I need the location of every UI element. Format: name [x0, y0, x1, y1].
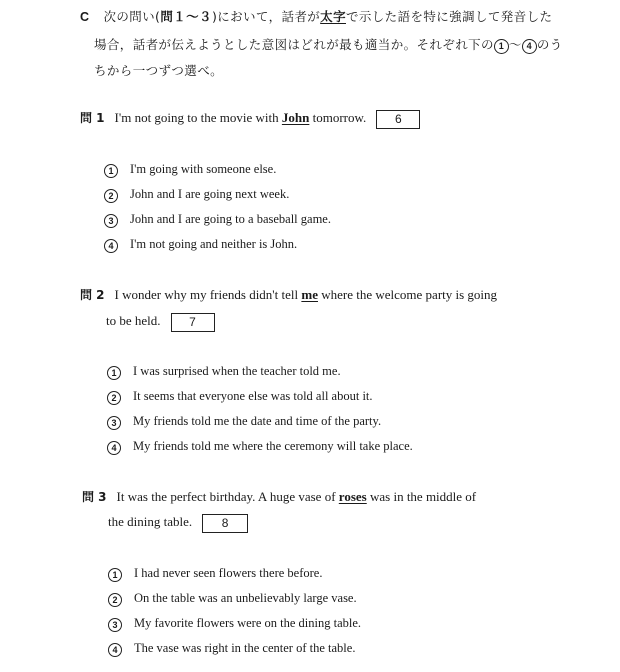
option-item [104, 186, 289, 203]
question-2-stem [80, 286, 497, 304]
question-text: to be held. [106, 313, 161, 328]
answer-box: 8 [202, 514, 248, 533]
option-item [108, 590, 357, 607]
instruction-line-3 [94, 62, 223, 80]
question-1-stem [80, 109, 420, 129]
instruction-text: ちから一つずつ選べ。 [94, 63, 224, 78]
option-item [104, 161, 276, 178]
answer-box: 7 [171, 313, 215, 332]
emphasized-word: roses [338, 489, 367, 504]
option-item [108, 640, 355, 657]
circled-number: 1 [494, 39, 509, 54]
option-text: I had never seen flowers there before. [134, 566, 323, 580]
option-number: 4 [104, 239, 118, 253]
circled-number: 4 [522, 39, 537, 54]
question-text: tomorrow. [312, 110, 367, 125]
question-range: 問１～３ [160, 9, 212, 24]
option-text: It seems that everyone else was told all about it. [133, 389, 373, 403]
question-2-stem-cont [106, 312, 215, 332]
question-text: It was the perfect birthday. A huge vase of [116, 489, 336, 504]
bold-term: 太字 [320, 9, 346, 24]
option-number: 2 [107, 391, 121, 405]
option-item [104, 236, 297, 253]
option-number: 3 [108, 618, 122, 632]
question-text: was in the middle of [369, 489, 477, 504]
instruction-text: 場合，話者が伝えようとした意図はどれが最も適当か。それぞれ下の [94, 37, 494, 52]
option-number: 4 [107, 441, 121, 455]
question-label: 問 2 [80, 288, 105, 302]
option-item [108, 565, 322, 582]
option-number: 2 [104, 189, 118, 203]
option-item [108, 615, 361, 632]
question-text: I wonder why my friends didn't tell [114, 287, 299, 302]
option-text: I was surprised when the teacher told me. [133, 364, 341, 378]
option-number: 3 [107, 416, 121, 430]
instruction-line-1 [80, 8, 552, 26]
option-text: I'm not going and neither is John. [130, 237, 298, 251]
option-number: 3 [104, 214, 118, 228]
instruction-text: 次の問い( [103, 9, 161, 24]
option-item [107, 388, 373, 405]
option-text: On the table was an unbelievably large vase. [134, 591, 357, 605]
option-number: 2 [108, 593, 122, 607]
option-text: My friends told me the date and time of the party. [133, 414, 382, 428]
option-text: My favorite flowers were on the dining table. [134, 616, 362, 630]
option-number: 1 [108, 568, 122, 582]
option-number: 1 [107, 366, 121, 380]
section-letter: C [80, 10, 90, 24]
question-label: 問 1 [80, 111, 105, 125]
option-number: 4 [108, 643, 122, 657]
option-text: My friends told me where the ceremony will take place. [133, 439, 413, 453]
question-3-stem-cont [108, 513, 248, 533]
emphasized-word: me [301, 287, 318, 302]
instruction-text: のう [536, 37, 563, 52]
instruction-text: ～ [508, 37, 522, 52]
question-text: the dining table. [108, 514, 193, 529]
question-3-stem [82, 488, 476, 506]
option-item [107, 413, 381, 430]
option-text: The vase was right in the center of the table. [134, 641, 356, 655]
instruction-line-2 [94, 36, 563, 54]
instruction-text: で示した語を特に強調して発音した [345, 9, 553, 24]
question-text: where the welcome party is going [321, 287, 498, 302]
option-text: John and I are going next week. [130, 187, 290, 201]
instruction-text: )において，話者が [211, 9, 321, 24]
option-number: 1 [104, 164, 118, 178]
emphasized-word: John [281, 110, 310, 125]
option-text: John and I are going to a baseball game. [130, 212, 331, 226]
option-text: I'm going with someone else. [130, 162, 277, 176]
question-label: 問 3 [82, 490, 107, 504]
answer-box: 6 [376, 110, 420, 129]
question-text: I'm not going to the movie with [114, 110, 279, 125]
option-item [107, 363, 341, 380]
option-item [107, 438, 413, 455]
option-item [104, 211, 331, 228]
